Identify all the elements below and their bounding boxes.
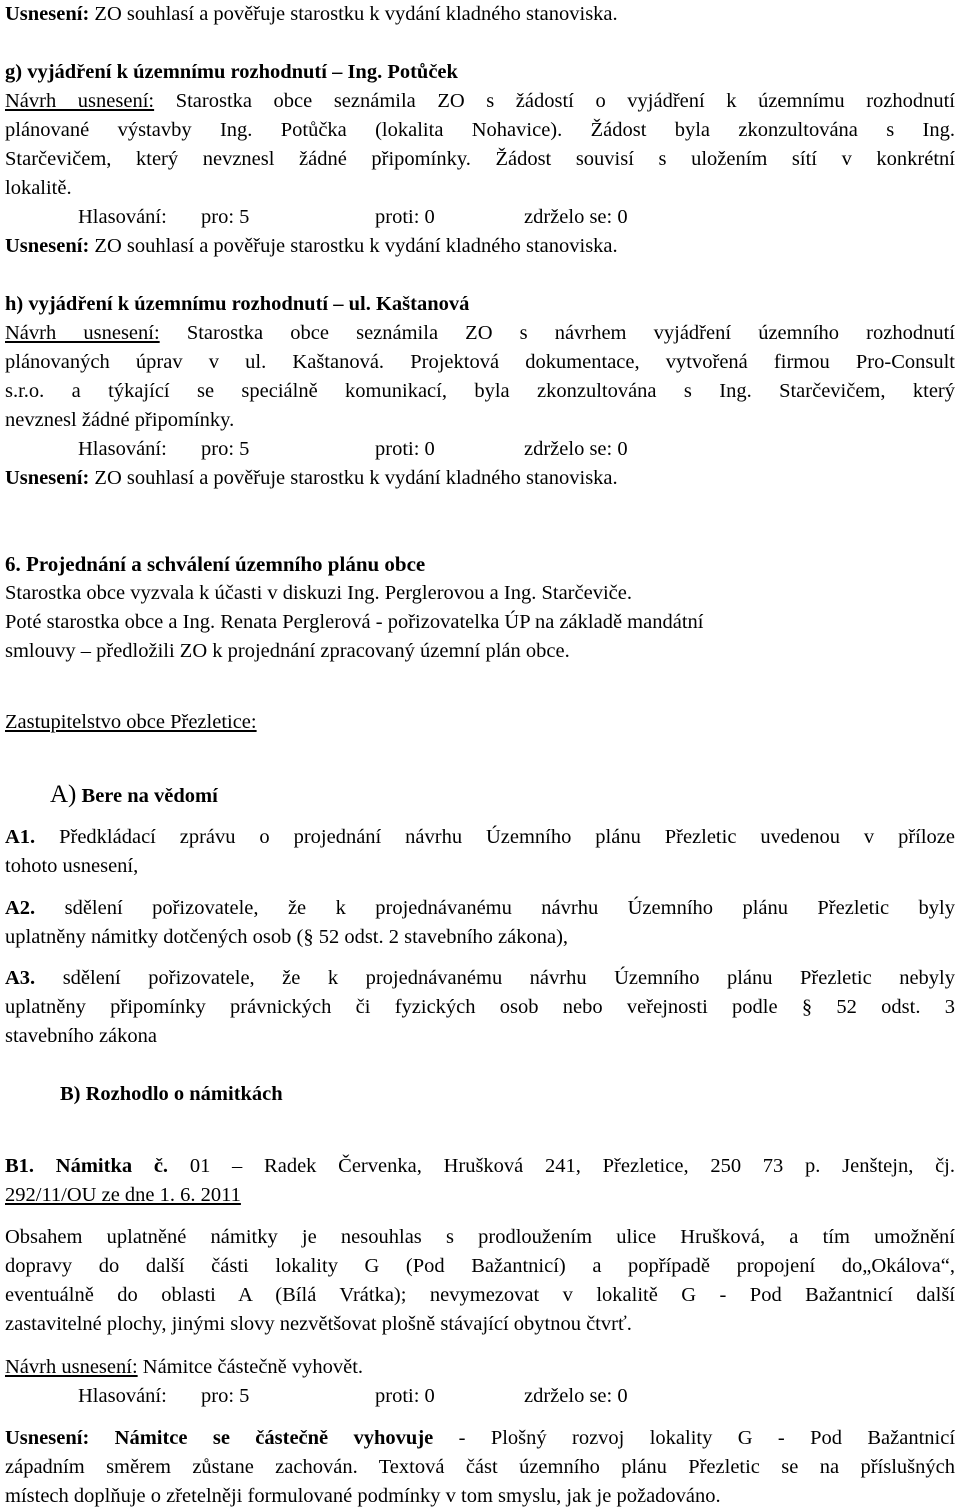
item-a1-line: A1. Předkládací zprávu o projednání návrhu Územního plánu Přezletic uvedenou v příloze [5, 826, 955, 848]
objection-resolution-line: Usnesení: Námitce se částečně vyhovuje - Plošný rozvoj lokality G - Pod Bažantnicí [5, 1427, 956, 1449]
objection-b1-line: B1. Námitka č. 01 – Radek Červenka, Hrušková 241, Přezletice, 250 73 p. Jenštejn, čj. [5, 1155, 955, 1177]
vote-against: proti: 0 [375, 1385, 435, 1407]
section-g-paragraph-line: plánované výstavby Ing. Potůčka (lokalita Nohavice). Žádost byla zkonzultována s Ing. [5, 119, 955, 141]
vote-label: Hlasování: [78, 206, 167, 228]
section-6-line: smlouvy – předložili ZO k projednání zpracovaný územní plán obce. [5, 640, 570, 662]
vote-for: pro: 5 [201, 1385, 250, 1407]
item-a2-line: uplatněny námitky dotčených osob (§ 52 odst. 2 stavebního zákona), [5, 926, 569, 948]
vote-label: Hlasování: [78, 1385, 167, 1407]
resolution-label: Usnesení: [5, 235, 90, 257]
objection-text-line: dopravy do další části lokality G (Pod Bažantnicí) a popřípadě propojení do„Okálova“, [5, 1255, 955, 1277]
proposal-line: Návrh usnesení: Námitce částečně vyhovět. [5, 1356, 364, 1378]
proposal-label: Návrh usnesení: [5, 1356, 138, 1378]
proposal-label: Návrh usnesení: [5, 90, 155, 112]
section-6-heading: 6. Projednání a schválení územního plánu obce [5, 552, 426, 576]
item-number: A2. [5, 897, 36, 919]
section-h-heading: h) vyjádření k územnímu rozhodnutí – ul. Kaštanová [5, 293, 470, 315]
resolution-line [5, 464, 618, 493]
section-a-heading: A) Bere na vědomí [50, 781, 218, 808]
vote-for: pro: 5 [201, 206, 250, 228]
vote-abstain: zdrželo se: 0 [524, 1385, 628, 1407]
item-a3-line: A3. sdělení pořizovatele, že k projednávanému návrhu Územního plánu Přezletic nebyly [5, 967, 956, 989]
vote-abstain: zdrželo se: 0 [524, 438, 628, 460]
resolution-text: ZO souhlasí a pověřuje starostku k vydání kladného stanoviska. [94, 3, 618, 25]
objection-resolution-line: západním směrem zůstane zachován. Textová část územního plánu Přezletic se na příslušných [5, 1456, 955, 1478]
item-number: A1. [5, 826, 36, 848]
section-b-heading: B) Rozhodlo o námitkách [60, 1083, 283, 1105]
objection-text-line: zastavitelné plochy, jinými slovy nezvětšovat plošně stávající obytnou čtvrť. [5, 1313, 632, 1335]
resolution-line [5, 0, 618, 29]
proposal-label: Návrh usnesení: [5, 322, 160, 344]
item-a1-line: tohoto usnesení, [5, 855, 139, 877]
resolution-label: Usnesení: Námitce se částečně vyhovuje [5, 1427, 434, 1449]
section-6-line: Poté starostka obce a Ing. Renata Perglerová - pořizovatelka ÚP na základě mandátní [5, 611, 704, 633]
objection-b1-line: 292/11/OU ze dne 1. 6. 2011 [5, 1184, 241, 1206]
section-h-paragraph-line: plánovaných úprav v ul. Kaštanová. Projektová dokumentace, vytvořená firmou Pro-Consult [5, 351, 955, 373]
vote-against: proti: 0 [375, 438, 435, 460]
vote-label: Hlasování: [78, 438, 167, 460]
vote-abstain: zdrželo se: 0 [524, 206, 628, 228]
section-h-paragraph-line: s.r.o. a týkající se speciálně komunikací, byla zkonzultována s Ing. Starčevičem, který [5, 380, 955, 402]
council-title: Zastupitelstvo obce Přezletice: [5, 711, 257, 733]
resolution-text: ZO souhlasí a pověřuje starostku k vydání kladného stanoviska. [94, 235, 618, 257]
resolution-label: Usnesení: [5, 467, 90, 489]
item-a3-line: stavebního zákona [5, 1025, 157, 1047]
section-g-heading: g) vyjádření k územnímu rozhodnutí – Ing. Potůček [5, 61, 458, 83]
item-number: A3. [5, 967, 36, 989]
item-a3-line: uplatněny připomínky právnických či fyzických osob nebo veřejnosti podle § 52 odst. 3 [5, 996, 955, 1018]
objection-text-line: Obsahem uplatněné námitky je nesouhlas s prodloužením ulice Hrušková, a tím umožnění [5, 1226, 955, 1248]
vote-against: proti: 0 [375, 206, 435, 228]
vote-for: pro: 5 [201, 438, 250, 460]
resolution-line [5, 232, 618, 261]
objection-resolution-line: místech doplňuje o zřetelněji formulované podmínky v tom smyslu, jak je požadováno. [5, 1485, 721, 1507]
resolution-label: Usnesení: [5, 3, 90, 25]
objection-label: B1. Námitka č. [5, 1155, 169, 1177]
resolution-text: ZO souhlasí a pověřuje starostku k vydání kladného stanoviska. [94, 467, 618, 489]
section-g-paragraph-line: Návrh usnesení: Starostka obce seznámila ZO s žádostí o vyjádření k územnímu rozhodnutí [5, 90, 956, 112]
section-g-paragraph-line: Starčevičem, který nevznesl žádné připomínky. Žádost souvisí s uložením sítí v konkrétní [5, 148, 955, 170]
section-h-paragraph-line: nevznesl žádné připomínky. [5, 409, 235, 431]
section-h-paragraph-line: Návrh usnesení: Starostka obce seznámila ZO s návrhem vyjádření územního rozhodnutí [5, 322, 955, 344]
section-6-line: Starostka obce vyzvala k účasti v diskuzi Ing. Perglerovou a Ing. Starčeviče. [5, 582, 632, 604]
item-a2-line: A2. sdělení pořizovatele, že k projednávanému návrhu Územního plánu Přezletic byly [5, 897, 955, 919]
objection-text-line: eventuálně do oblasti A (Bílá Vrátka); nevymezovat v lokalitě G - Pod Bažantnicí další [5, 1284, 955, 1306]
section-g-paragraph-line: lokalitě. [5, 177, 72, 199]
